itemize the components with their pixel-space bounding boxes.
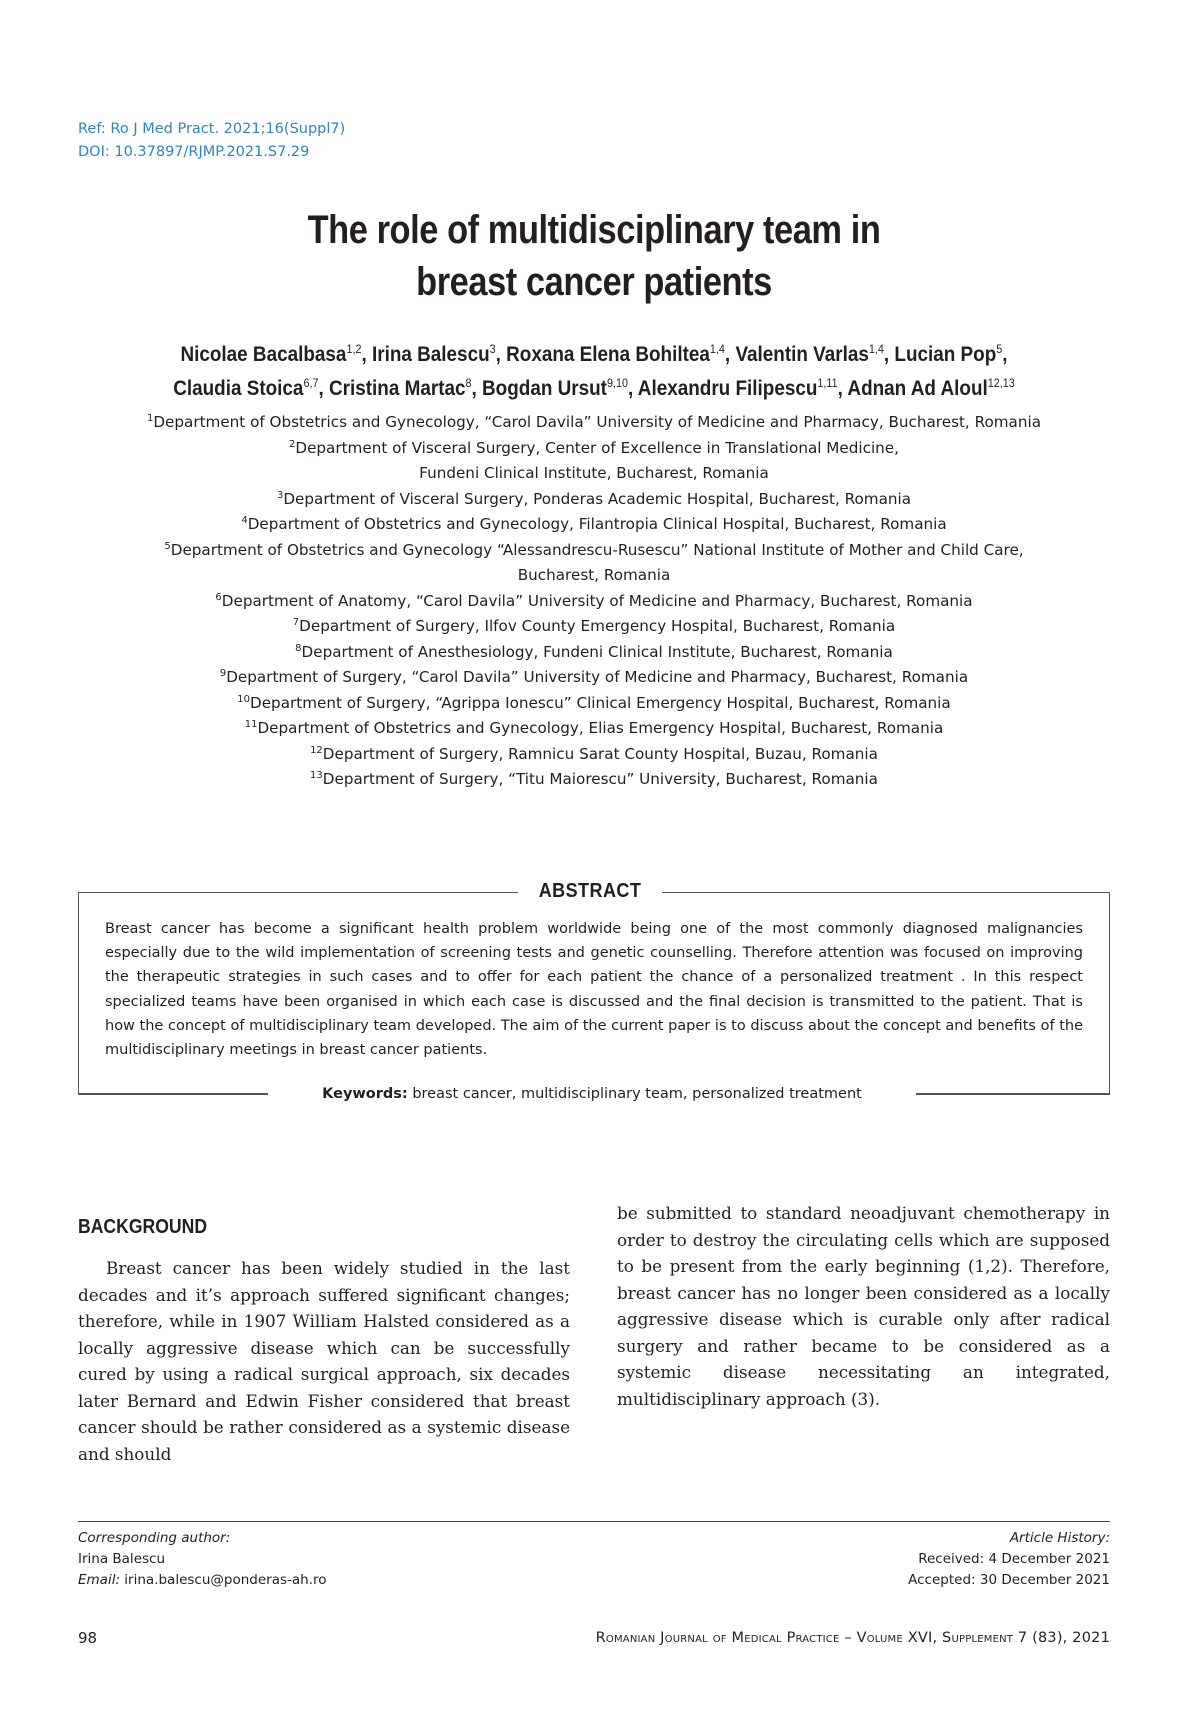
affiliation-text: Bucharest, Romania: [517, 566, 671, 584]
affiliation-number: 1: [146, 412, 154, 424]
affiliation-text: Department of Surgery, Ilfov County Emergency Hospital, Bucharest, Romania: [299, 617, 896, 635]
affiliation-number: 5: [164, 540, 171, 552]
author-name: Nicolae Bacalbasa: [180, 343, 347, 366]
author-name: Valentin Varlas: [735, 343, 869, 366]
author-affiliation-sup: 5: [996, 342, 1003, 356]
abstract-text: Breast cancer has become a significant health problem worldwide being one of the most commonly diagnosed malignancies especially due to the wild implementation of screening tests and genetic counselling. Therefore attention was focused on improving the therapeutic strategies in such cases and to offer for each patient the chance of a personalized treatment . In this respect specialized teams have been organised in which each case is discussed and the final decision is transmitted to the patient. That is how the concept of multidisciplinary team developed. The aim of the current paper is to discuss about the concept and benefits of the multidisciplinary meetings in breast cancer patients.: [105, 921, 1083, 1059]
author-separator: ,: [837, 377, 848, 400]
affiliation-text: Department of Obstetrics and Gynecology, Filantropia Clinical Hospital, Bucharest, Romania: [247, 515, 947, 533]
author-name: Cristina Martac: [328, 377, 466, 400]
affiliation-line: [0, 487, 1188, 513]
author-affiliation-sup: 6,7: [303, 376, 319, 390]
article-history: [908, 1528, 1110, 1591]
affiliation-text: Department of Obstetrics and Gynecology, Elias Emergency Hospital, Bucharest, Romania: [257, 719, 944, 737]
affiliation-number: 2: [289, 438, 296, 450]
author-affiliation-sup: 1,2: [346, 342, 362, 356]
affiliation-list: [0, 410, 1188, 793]
corresponding-name: Irina Balescu: [78, 1551, 166, 1567]
affiliation-number: 11: [244, 718, 258, 730]
affiliation-line: [0, 767, 1188, 793]
affiliation-line: [0, 461, 1188, 487]
footer-rule: [78, 1521, 1110, 1522]
author-affiliation-sup: 3: [489, 342, 496, 356]
affiliation-text: Department of Visceral Surgery, Center of Excellence in Translational Medicine,: [295, 438, 899, 457]
affiliation-text: Department of Surgery, “Agrippa Ionescu” Clinical Emergency Hospital, Bucharest, Romania: [250, 693, 951, 712]
affiliation-number: 9: [219, 667, 227, 679]
author-separator: ,: [628, 377, 638, 400]
title-line-1: The role of multidisciplinary team in: [307, 208, 881, 252]
keywords-rule-left: [78, 1093, 278, 1095]
affiliation-text: Fundeni Clinical Institute, Bucharest, Romania: [419, 464, 769, 482]
author-line: [59, 372, 1128, 406]
affiliation-text: Department of Anatomy, “Carol Davila” University of Medicine and Pharmacy, Bucharest, Romania: [221, 591, 973, 610]
author-affiliation-sup: 1,4: [868, 342, 884, 356]
affiliation-text: Department of Surgery, “Carol Davila” University of Medicine and Pharmacy, Bucharest, Romania: [226, 668, 969, 686]
doi: DOI: 10.37897/RJMP.2021.S7.29: [78, 144, 310, 160]
affiliation-text: Department of Anesthesiology, Fundeni Clinical Institute, Bucharest, Romania: [301, 642, 893, 661]
affiliation-text: Department of Surgery, Ramnicu Sarat County Hospital, Buzau, Romania: [322, 744, 878, 763]
affiliation-line: [0, 716, 1188, 742]
affiliation-text: Department of Obstetrics and Gynecology “Alessandrescu-Rusescu” National Institute of Mother and Child Care,: [170, 540, 1024, 559]
received-date: Received: 4 December 2021: [918, 1551, 1110, 1567]
affiliation-line: [0, 538, 1188, 564]
author-affiliation-sup: 1,4: [709, 342, 725, 356]
affiliation-line: [0, 410, 1188, 436]
journal-footer: Romanian Journal of Medical Practice – Volume XVI, Supplement 7 (83), 2021: [595, 1630, 1110, 1646]
affiliation-line: [0, 742, 1188, 768]
author-affiliation-sup: 8: [465, 376, 472, 390]
author-affiliation-sup: 1,11: [817, 376, 838, 390]
affiliation-number: 8: [295, 642, 302, 654]
keywords-text: breast cancer, multidisciplinary team, personalized treatment: [407, 1086, 862, 1102]
author-name: Claudia Stoica: [173, 377, 304, 400]
affiliation-line: [0, 614, 1188, 640]
affiliation-number: 6: [215, 591, 222, 603]
affiliation-line: [0, 665, 1188, 691]
affiliation-line: [0, 589, 1188, 615]
author-affiliation-sup: 9,10: [606, 376, 629, 390]
author-name: Roxana Elena Bohiltea: [506, 343, 710, 366]
affiliation-text: Department of Surgery, “Titu Maiorescu” University, Bucharest, Romania: [322, 770, 878, 788]
author-separator: ,: [1002, 343, 1008, 366]
page-number: 98: [78, 1629, 98, 1647]
corresponding-author: [78, 1528, 327, 1591]
article-reference: [78, 118, 345, 164]
affiliation-line: [0, 691, 1188, 717]
body-column-left: Breast cancer has been widely studied in the last decades and it’s approach suffered significant changes; therefore, while in 1907 William Halsted considered as a locally aggressive disease which can be successfully cured by using a radical surgical approach, six decades later Bernard and Edwin Fisher considered that breast cancer should be rather considered as a systemic disease and should: [78, 1258, 570, 1464]
author-separator: ,: [471, 377, 483, 400]
author-line: [59, 338, 1128, 372]
body-column-right: be submitted to standard neoadjuvant chemotherapy in order to destroy the circulating cells which are supposed to be present from the early beginning (1,2). Therefore, breast cancer has no longer been considered as a locally aggressive disease which is curable only after radical surgery and rather became to be considered as a systemic disease necessitating an integrated, multidisciplinary approach (3).: [617, 1203, 1110, 1409]
corresponding-label: Corresponding author:: [78, 1530, 231, 1546]
affiliation-line: [0, 512, 1188, 538]
history-label: Article History:: [1009, 1530, 1110, 1546]
keywords: [268, 1083, 916, 1105]
author-separator: ,: [724, 343, 736, 366]
affiliation-text: Department of Obstetrics and Gynecology, “Carol Davila” University of Medicine and Pharmacy, Bucharest, Romania: [153, 413, 1042, 431]
author-separator: ,: [495, 343, 507, 366]
author-affiliation-sup: 12,13: [987, 376, 1015, 390]
author-name: Adnan Ad Aloul: [847, 377, 988, 400]
keywords-label: Keywords:: [322, 1086, 408, 1102]
author-name: Bogdan Ursut: [482, 377, 607, 400]
section-heading-background: BACKGROUND: [78, 1216, 208, 1238]
ref-citation: Ref: Ro J Med Pract. 2021;16(Suppl7): [78, 121, 346, 137]
email-address[interactable]: irina.balescu@ponderas-ah.ro: [120, 1572, 327, 1588]
affiliation-line: [0, 640, 1188, 666]
keywords-rule-right: [905, 1093, 1110, 1095]
author-name: Alexandru Filipescu: [637, 377, 818, 400]
affiliation-text: Department of Visceral Surgery, Ponderas Academic Hospital, Bucharest, Romania: [283, 489, 912, 508]
author-name: Irina Balescu: [371, 343, 490, 366]
affiliation-line: [0, 563, 1188, 589]
author-list: [59, 338, 1128, 406]
title-line-2: breast cancer patients: [416, 260, 772, 304]
affiliation-number: 10: [237, 693, 251, 705]
affiliation-number: 4: [241, 514, 248, 526]
author-separator: ,: [361, 343, 372, 366]
author-separator: ,: [318, 377, 329, 400]
paper-title: [83, 204, 1105, 308]
email-label: Email:: [78, 1572, 121, 1588]
author-separator: ,: [883, 343, 895, 366]
affiliation-line: [0, 436, 1188, 462]
accepted-date: Accepted: 30 December 2021: [908, 1572, 1110, 1588]
abstract-heading: ABSTRACT: [518, 878, 662, 904]
affiliation-number: 7: [292, 616, 300, 628]
affiliation-number: 12: [310, 744, 323, 756]
author-name: Lucian Pop: [894, 343, 997, 366]
affiliation-number: 13: [310, 769, 323, 781]
affiliation-number: 3: [276, 489, 284, 501]
